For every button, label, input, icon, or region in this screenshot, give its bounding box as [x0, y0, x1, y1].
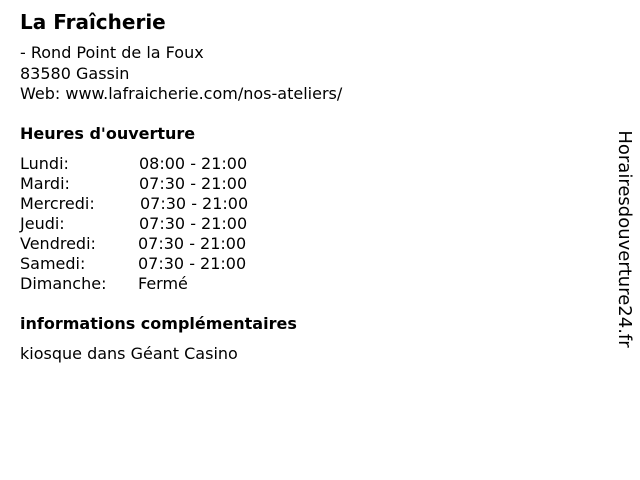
hours-day: Jeudi: [20, 214, 65, 233]
additional-info-text: kiosque dans Géant Casino [20, 344, 238, 363]
hours-day: Lundi: [20, 154, 69, 173]
website-line: Web: www.lafraicherie.com/nos-ateliers/ [20, 84, 343, 103]
site-watermark: Horairesdouverture24.fr [614, 130, 635, 348]
hours-day: Samedi: [20, 254, 86, 273]
hours-time: 08:00 - 21:00 [139, 154, 248, 173]
hours-time: 07:30 - 21:00 [139, 174, 248, 193]
hours-day: Mercredi: [20, 194, 95, 213]
hours-row-saturday [20, 254, 320, 274]
hours-row-tuesday [20, 174, 320, 194]
opening-hours-heading: Heures d'ouverture [20, 124, 196, 143]
hours-day: Mardi: [20, 174, 70, 193]
address-line: - Rond Point de la Foux [20, 43, 204, 62]
hours-time: 07:30 - 21:00 [138, 234, 247, 253]
hours-row-thursday [20, 214, 320, 234]
hours-time: Fermé [138, 274, 188, 293]
business-title: La Fraîcherie [20, 10, 166, 34]
hours-row-wednesday [20, 194, 320, 214]
hours-row-friday [20, 234, 320, 254]
city-line: 83580 Gassin [20, 64, 130, 83]
hours-day: Dimanche: [20, 274, 107, 293]
hours-time: 07:30 - 21:00 [140, 194, 249, 213]
hours-time: 07:30 - 21:00 [139, 214, 248, 233]
hours-day: Vendredi: [20, 234, 96, 253]
hours-row-sunday [20, 274, 320, 294]
hours-row-monday [20, 154, 320, 174]
hours-time: 07:30 - 21:00 [138, 254, 247, 273]
additional-info-heading: informations complémentaires [20, 314, 297, 333]
